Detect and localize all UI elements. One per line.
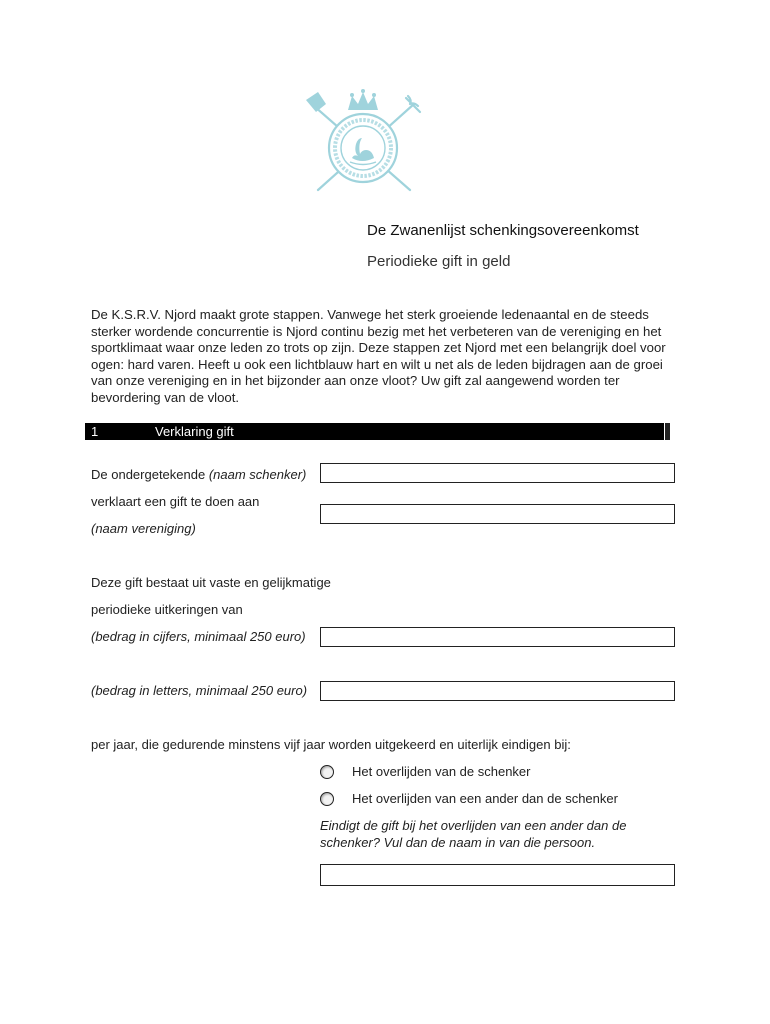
radio-death-other[interactable]	[320, 792, 334, 806]
section-header	[85, 423, 670, 440]
amount-letters-field[interactable]	[320, 681, 675, 701]
option-death-donor-label: Het overlijden van de schenker	[352, 764, 531, 779]
radio-death-donor[interactable]	[320, 765, 334, 779]
njord-crest-logo	[302, 86, 424, 196]
gift-line-1: Deze gift bestaat uit vaste en gelijkmatige	[91, 575, 331, 590]
option-death-donor[interactable]	[320, 764, 531, 779]
organisation-name-field[interactable]	[320, 504, 675, 524]
other-person-name-field[interactable]	[320, 864, 675, 886]
other-person-note: Eindigt de gift bij het overlijden van een ander dan de schenker? Vul dan de naam in van die persoon.	[320, 818, 627, 850]
amount-digits-field[interactable]	[320, 627, 675, 647]
donor-label: De ondergetekende (naam schenker)	[91, 467, 307, 482]
section-label: Verklaring gift	[155, 424, 234, 439]
document-subtitle: Periodieke gift in geld	[367, 253, 511, 270]
donor-hint: (naam schenker)	[208, 467, 307, 482]
section-number: 1	[91, 424, 99, 439]
per-year-text: per jaar, die gedurende minstens vijf jaar worden uitgekeerd en uiterlijk eindigen bij:	[91, 737, 571, 752]
org-hint: (naam vereniging)	[91, 521, 196, 536]
donor-name-field[interactable]	[320, 463, 675, 483]
section-bar-endcap	[664, 423, 670, 440]
declare-label: verklaart een gift te doen aan	[91, 494, 260, 509]
gift-line-2: periodieke uitkeringen van	[91, 602, 243, 617]
option-death-other[interactable]	[320, 791, 618, 806]
option-death-other-label: Het overlijden van een ander dan de schenker	[352, 791, 618, 806]
document-title: De Zwanenlijst schenkingsovereenkomst	[367, 222, 639, 239]
amount-digits-hint: (bedrag in cijfers, minimaal 250 euro)	[91, 629, 306, 644]
amount-letters-hint: (bedrag in letters, minimaal 250 euro)	[91, 683, 308, 698]
intro-paragraph: De K.S.R.V. Njord maakt grote stappen. Vanwege het sterk groeiende ledenaantal en de steeds sterker wordende concurrentie is Njord continu bezig met het verbeteren van de vereniging en het sportklimaat waar onze leden zo trots op zijn. Deze stappen zet Njord met een belangrijk doel voor ogen: hard varen. Heeft u ook een lichtblauw hart en wilt u net als de leden bijdragen aan de groei van onze vereniging en in het bijzonder aan onze vloot? Uw gift zal aangewend worden ter bevordering van de vloot.	[91, 307, 666, 405]
